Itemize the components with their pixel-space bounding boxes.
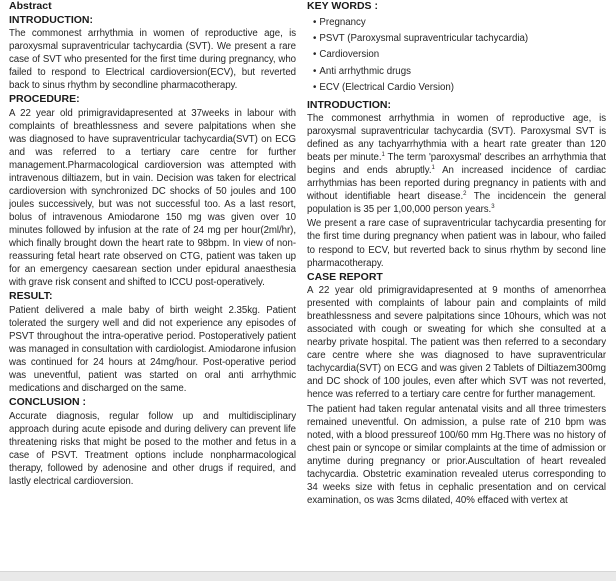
left-column	[9, 0, 296, 572]
keyword-item	[307, 15, 606, 31]
citation-ref: 1	[381, 151, 385, 158]
keyword-text: ECV (Electrical Cardio Version)	[319, 82, 454, 94]
conclusion-text: Accurate diagnosis, regular follow up and multidisciplinary approach during acute episode and during delivery can prevent life threatening risks that might be posed to the mother and fetus in a case of PSVT. Treatment options include nonpharmacological therapy, followed by adenosine and other drugs if required, and lastly electrical cardioversion.	[9, 410, 296, 487]
bullet-icon: •	[313, 82, 317, 94]
case-report-paragraph-1: A 22 year old primigravidapresented at 9 months of amenorrhea presented with complaints of labour pain and complaints of mild breathlessness and severe palpitations since 10hours, which was not associated with cough or sweating for which she consulted at a nearby private hospital. The patient was then referred to a secondary care centre where she was diagnosed to have supraventricular tachycardia(SVT) on ECG and was given 2 Tablets of Diltiazem300mg and DC shock of 100 joules, even after which SVT was not reverted, hence was referred to a tertiary care centre for further management.	[307, 285, 606, 401]
keyword-item	[307, 64, 606, 80]
citation-ref: 2	[463, 191, 467, 198]
introduction-paragraph-2: We present a rare case of supraventricular tachycardia presenting for the first time during pregnancy when patient was in labour, who failed to respond to ECV, but reverted back to sinus rhythm by second line pharmacotherapy.	[307, 218, 606, 269]
keyword-item	[307, 31, 606, 47]
page-footer-bar	[0, 571, 616, 581]
procedure-heading: PROCEDURE:	[9, 93, 80, 106]
result-heading: RESULT:	[9, 290, 53, 303]
keyword-item	[307, 80, 606, 96]
introduction-paragraph-1	[307, 112, 606, 216]
abstract-title: Abstract	[9, 0, 52, 12]
citation-ref: 1	[431, 164, 435, 171]
case-report-heading: CASE REPORT	[307, 270, 383, 283]
intro-text-d: The incidencein the general population is 35 per 1,00,000 person years.	[307, 191, 606, 216]
case-report-paragraph-2: The patient had taken regular antenatal visits and all three trimesters remained uneventful. On admission, a pulse rate of 210 bpm was noted, with a blood pressureof 100/60 mm Hg.There was no history of chest pain or syncope or similar complaints at the time of admission or anytime during pregnancy or prior.Auscultation of heart revealed tachycardia. Obstetric examination revealed uterus corresponding to 34 weeks size with fetus in cephalic presentation and on cervical examination, os was 3cms dilated, 40% effaced with vertex at	[307, 403, 606, 506]
intro-text-a: The commonest arrhythmia in women of reproductive age, is paroxysmal supraventricular tachycardia (SVT). Paroxysmal SVT is defined as any tachyarrhythmia with a heart rate greater than 120 beats per minute.	[307, 113, 606, 164]
intro-text-c: An increased incidence of cardiac arrhythmias has been reported during pregnancy in patients with and without identifiable heart disease.	[307, 165, 606, 203]
keyword-text: Cardioversion	[319, 49, 380, 61]
bullet-icon: •	[313, 49, 317, 61]
introduction-heading: INTRODUCTION:	[307, 98, 391, 111]
procedure-text: A 22 year old primigravidapresented at 37weeks in labour with complaints of breathlessness and severe palpitations when she was diagnosed to have supraventricular tachycardia(SVT) on ECG and was referred to a tertiary care centre for further management.Pharmacological cardioversion was attempted with intravenous diltiazem, but in vain. Decision was taken for electrical cardioversion with synchronized DC shocks of 50 joules and 100 joules successively, but was not successful too. As a last resort, bolus of intravenous Amiodarone 150 mg was given over 10 minutes followed by infusion at the rate of 24 mg per hour(2ml/hr), which finally brought down the heart rate to 98bpm. In view of non-reassuring fetal heart rate observed on CTG, patient was taken up for an emergency caesarean section under epidural anaesthesia with grave risk consent and shifted to ICCU post-operatively.	[9, 107, 296, 289]
keyword-text: PSVT (Paroxysmal supraventricular tachycardia)	[319, 32, 529, 44]
bullet-icon: •	[313, 32, 317, 44]
bullet-icon: •	[313, 16, 317, 28]
keywords-list	[307, 15, 606, 97]
bullet-icon: •	[313, 65, 317, 77]
result-text: Patient delivered a male baby of birth weight 2.35kg. Patient tolerated the surgery well and did not experience any episodes of PSVT throughout the intra-operative period. Postoperatively patient was managed in consultation with cardiologist. Amiodarone infusion was continued for 24 hours at 24mg/hour. Post-operative period was uneventful, patient was started on oral anti arrhythmic medications and discharged on the same.	[9, 304, 296, 395]
keyword-text: Anti arrhythmic drugs	[319, 65, 411, 77]
conclusion-heading: CONCLUSION :	[9, 396, 86, 409]
citation-ref: 3	[491, 204, 495, 211]
abstract-introduction-text: The commonest arrhythmia in women of reproductive age, is paroxysmal supraventricular tachycardia (SVT). We present a rare case of SVT who presented for the first time during pregnancy, who failed to respond to Electrical cardioversion(ECV), but reverted back to sinus rhythm by secondline pharmacotherapy.	[9, 28, 296, 92]
intro-text-b: The term 'paroxysmal' describes an arrhythmia that begins and ends abruptly.	[307, 152, 606, 177]
right-column	[307, 0, 606, 572]
keyword-item	[307, 47, 606, 63]
keyword-text: Pregnancy	[319, 16, 366, 28]
keywords-heading: KEY WORDS :	[307, 0, 378, 12]
abstract-introduction-heading: INTRODUCTION:	[9, 13, 93, 26]
